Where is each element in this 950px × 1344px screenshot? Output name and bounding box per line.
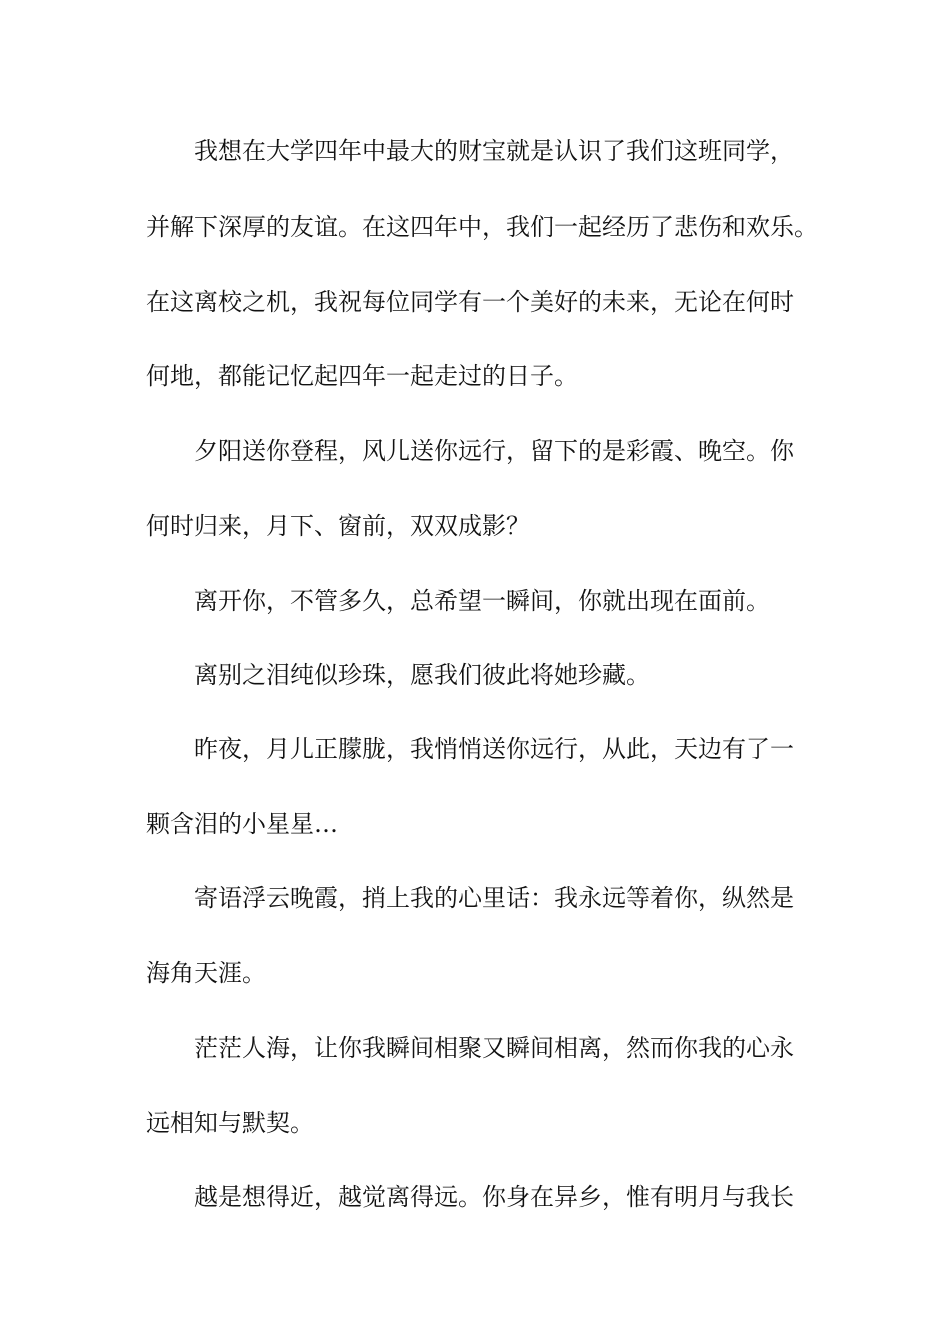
paragraph-line-1: 我想在大学四年中最大的财宝就是认识了我们这班同学， (194, 137, 794, 165)
paragraph-line-4: 何地，都能记忆起四年一起走过的日子。 (146, 362, 578, 390)
paragraph-line-12: 海角天涯。 (146, 959, 266, 987)
paragraph-line-6: 何时归来，月下、窗前，双双成影？ (146, 512, 530, 540)
paragraph-line-3: 在这离校之机，我祝每位同学有一个美好的未来，无论在何时 (146, 288, 794, 316)
paragraph-line-14: 远相知与默契。 (146, 1109, 314, 1137)
paragraph-line-2: 并解下深厚的友谊。在这四年中，我们一起经历了悲伤和欢乐。 (146, 213, 818, 241)
paragraph-line-7: 离开你，不管多久，总希望一瞬间，你就出现在面前。 (194, 587, 770, 615)
paragraph-line-11: 寄语浮云晚霞，捎上我的心里话：我永远等着你，纵然是 (194, 884, 794, 912)
paragraph-line-13: 茫茫人海，让你我瞬间相聚又瞬间相离，然而你我的心永 (194, 1034, 794, 1062)
paragraph-line-5: 夕阳送你登程，风儿送你远行，留下的是彩霞、晚空。你 (194, 437, 794, 465)
paragraph-line-9: 昨夜，月儿正朦胧，我悄悄送你远行，从此，天边有了一 (194, 735, 794, 763)
paragraph-line-8: 离别之泪纯似珍珠，愿我们彼此将她珍藏。 (194, 661, 650, 689)
paragraph-line-10: 颗含泪的小星星… (146, 810, 338, 838)
paragraph-line-15: 越是想得近，越觉离得远。你身在异乡，惟有明月与我长 (194, 1183, 794, 1211)
